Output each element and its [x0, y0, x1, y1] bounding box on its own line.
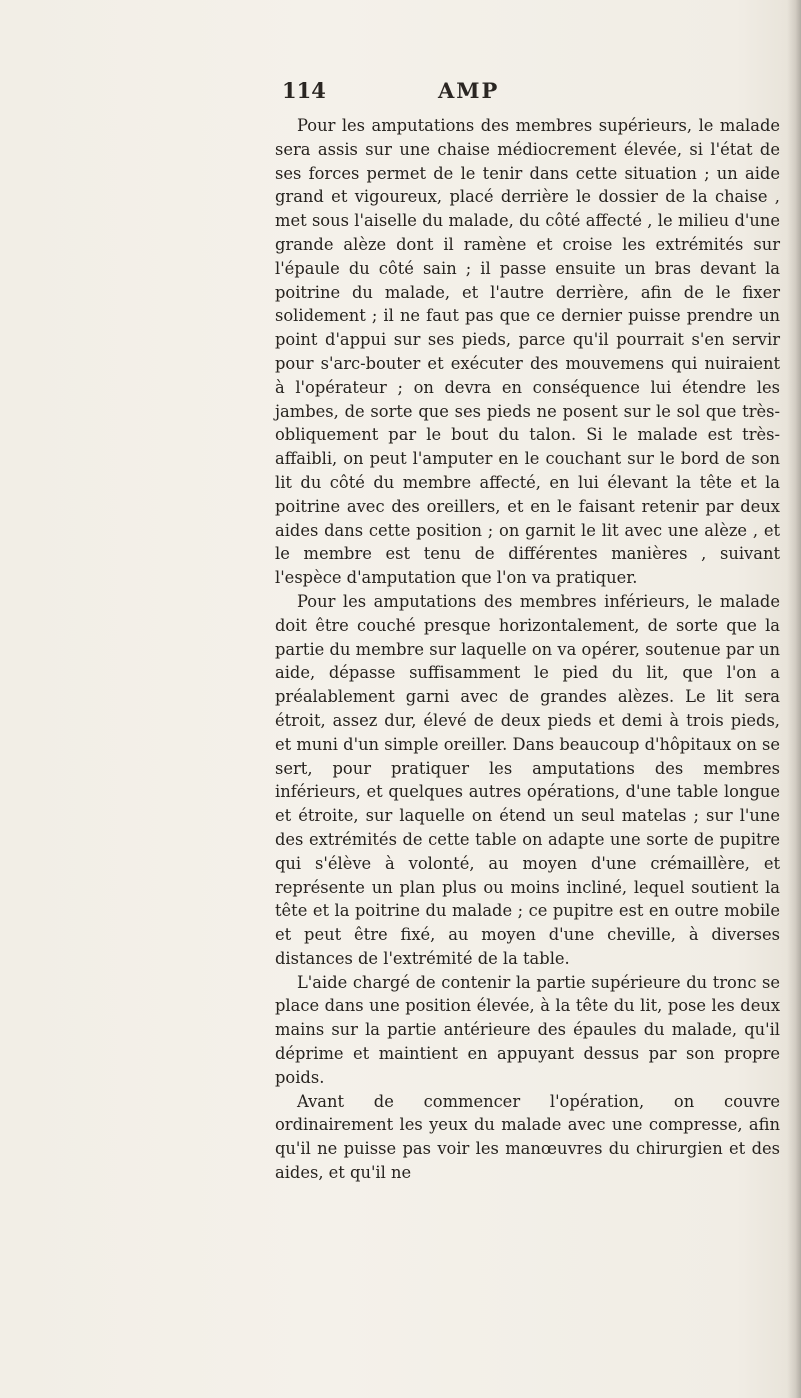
page-edge-shadow	[787, 0, 801, 1398]
paragraph-upper-limb: Pour les amputations des membres supérieurs, le malade sera assis sur une chaise médiocrement élevée, si l'état de ses forces permet de le tenir dans cette situation ; un aide grand et vigoureux, placé derrière le dossier de la chaise , met sous l'aiselle du malade, du côté affecté , le milieu d'une grande alèze dont il ramène et croise les extrémités sur l'épaule du côté sain ; il passe ensuite un bras devant la poitrine du malade, et l'autre derrière, afin de le fixer solidement ; il ne faut pas que ce dernier puisse prendre un point d'appui sur ses pieds, parce qu'il pourrait s'en servir pour s'arc-bouter et exécuter des mouvemens qui nuiraient à l'opérateur ; on devra en conséquence lui étendre les jambes, de sorte que ses pieds ne posent sur le sol que très-obliquement par le bout du talon. Si le malade est très-affaibli, on peut l'amputer en le couchant sur le bord de son lit du côté du membre affecté, en lui élevant la tête et la poitrine avec des oreillers, et en le faisant retenir par deux aides dans cette position ; on garnit le lit avec une alèze , et le membre est tenu de différentes manières , suivant l'espèce d'amputation que l'on va pratiquer.	[275, 116, 780, 588]
page-number: 114	[282, 78, 326, 103]
running-head: AMP	[438, 78, 500, 103]
paragraph-lower-limb: Pour les amputations des membres inférieurs, le malade doit être couché presque horizontalement, de sorte que la partie du membre sur laquelle on va opérer, soutenue par un aide, dépasse suffisamment le pied du lit, que l'on a préalablement garni avec de grandes alèzes. Le lit sera étroit, assez dur, élevé de deux pieds et demi à trois pieds, et muni d'un simple oreiller. Dans beaucoup d'hôpitaux on se sert, pour pratiquer les amputations des membres inférieurs, et quelques autres opérations, d'une table longue et étroite, sur laquelle on étend un seul matelas ; sur l'une des extrémités de cette table on adapte une sorte de pupitre qui s'élève à volonté, au moyen d'une crémaillère, et représente un plan plus ou moins incliné, lequel soutient la tête et la poitrine du malade ; ce pupitre est en outre mobile et peut être fixé, au moyen d'une cheville, à diverses distances de l'extrémité de la table.	[275, 591, 780, 968]
paragraph-aide-trunk: L'aide chargé de contenir la partie supérieure du tronc se place dans une position élevée, à la tête du lit, pose les deux mains sur la partie antérieure des épaules du malade, qu'il déprime et maintient en appuyant dessus par son propre poids.	[275, 972, 780, 1087]
body-text	[275, 114, 780, 1185]
paragraph-eyes-covered: Avant de commencer l'opération, on couvre ordinairement les yeux du malade avec une compresse, afin qu'il ne puisse pas voir les manœuvres du chirurgien et des aides, et qu'il ne	[275, 1091, 780, 1183]
page-header	[282, 78, 542, 108]
